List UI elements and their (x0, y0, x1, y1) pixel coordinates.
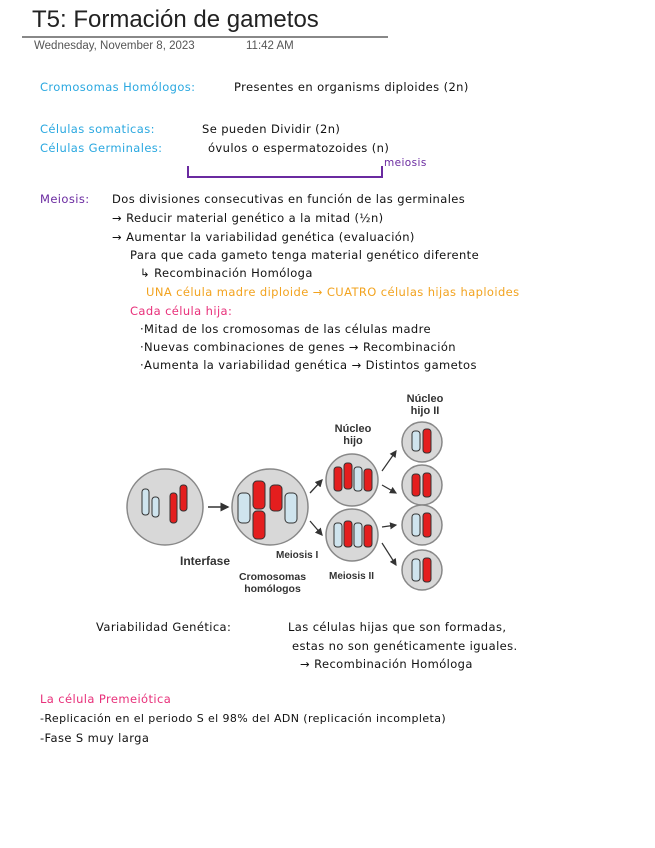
arrow-mii-3 (382, 525, 396, 527)
homologos-label: Cromosomas Homólogos: (40, 80, 196, 94)
meiosis-text: Dos divisiones consecutivas en función de las germinales (112, 192, 466, 206)
label-nucleo-hijo-ii: Núcleo hijo II (406, 393, 444, 417)
arrow-meiosis1-top (310, 480, 322, 493)
somaticas-label: Células somaticas: (40, 122, 155, 136)
una-celula-text: UNA célula madre diploide → CUATRO células hijas haploides (146, 285, 520, 299)
recombinacion-text: ↳ Recombinación Homóloga (140, 266, 313, 280)
gamete-1 (402, 422, 442, 462)
label-interfase: Interfase (180, 554, 231, 568)
label-nucleo-hijo: Núcleo hijo (334, 423, 372, 447)
para-que-text: Para que cada gameto tenga material genético diferente (130, 248, 480, 262)
germinales-text: óvulos o espermatozoides (n) (208, 141, 390, 155)
aumentar-text: → Aumentar la variabilidad genética (evaluación) (112, 230, 415, 244)
label-meiosis-i: Meiosis I (276, 550, 319, 561)
arrow-mii-2 (382, 485, 396, 493)
arrow-mii-1 (382, 451, 396, 471)
title-divider (22, 36, 388, 38)
variabilidad-text-3: → Recombinación Homóloga (300, 657, 473, 671)
bullet-2: ·Nuevas combinaciones de genes → Recombinación (140, 340, 456, 354)
premeiotica-label: La célula Premeiótica (40, 692, 172, 706)
variabilidad-text-1: Las células hijas que son formadas, (288, 620, 507, 634)
page-date: Wednesday, November 8, 2023 (34, 40, 195, 52)
interfase-cell (127, 469, 203, 545)
somaticas-text: Se pueden Dividir (2n) (202, 122, 341, 136)
daughter-nucleus-bottom (326, 509, 378, 561)
meiosis-i-cell (232, 469, 308, 545)
meiosis-arrow-label: meiosis (384, 157, 427, 169)
variabilidad-text-2: estas no son genéticamente iguales. (292, 639, 518, 653)
meiosis-label: Meiosis: (40, 192, 90, 206)
gamete-3 (402, 505, 442, 545)
arrow-mii-4 (382, 543, 396, 565)
daughter-nucleus-top (326, 454, 378, 506)
homologos-text: Presentes en organisms diploides (2n) (234, 80, 469, 94)
page-time: 11:42 AM (246, 40, 294, 52)
label-meiosis-ii: Meiosis II (329, 571, 375, 582)
label-cromosomas-homologos: Cromosomas homólogos (238, 571, 307, 595)
premeiotica-2: -Fase S muy larga (40, 731, 150, 745)
arrow-meiosis1-bottom (310, 521, 322, 535)
germinales-label: Células Germinales: (40, 141, 163, 155)
gamete-4 (402, 550, 442, 590)
gamete-2 (402, 465, 442, 505)
variabilidad-label: Variabilidad Genética: (96, 620, 232, 634)
bullet-3: ·Aumenta la variabilidad genética → Distintos gametos (140, 358, 477, 372)
meiosis-bracket (187, 166, 383, 178)
reducir-text: → Reducir material genético a la mitad (½n) (112, 211, 384, 225)
cada-celula-label: Cada célula hija: (130, 304, 233, 318)
page-title: T5: Formación de gametos (32, 6, 319, 33)
premeiotica-1: -Replicación en el periodo S el 98% del ADN (replicación incompleta) (40, 712, 447, 725)
bullet-1: ·Mitad de los cromosomas de las células madre (140, 322, 431, 336)
